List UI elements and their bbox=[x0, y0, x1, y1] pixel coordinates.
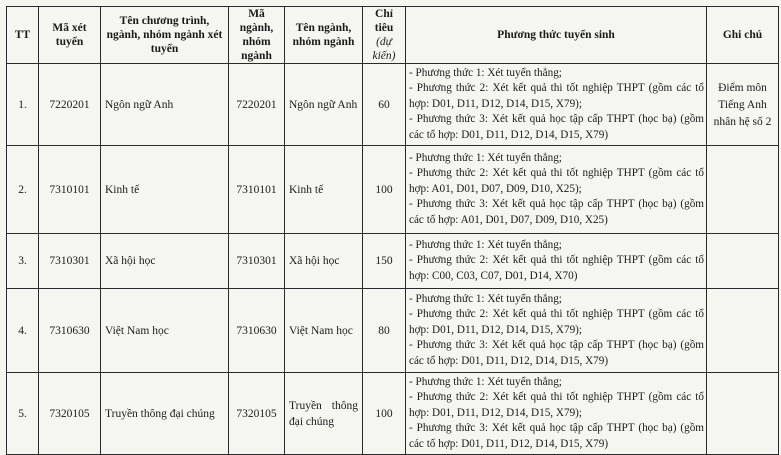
cell-note bbox=[707, 373, 779, 455]
cell-quota: 100 bbox=[363, 146, 406, 234]
method-line: - Phương thức 1: Xét tuyển thẳng; bbox=[409, 66, 562, 79]
cell-program-name: Ngôn ngữ Anh bbox=[101, 64, 229, 146]
table-row bbox=[7, 373, 779, 455]
table-row bbox=[7, 146, 779, 234]
cell-major-code: 7220201 bbox=[229, 64, 285, 146]
cell-note bbox=[707, 289, 779, 373]
cell-program-code: 7310630 bbox=[39, 289, 101, 373]
method-line: - Phương thức 1: Xét tuyển thẳng; bbox=[409, 375, 562, 388]
cell-tt: 1. bbox=[7, 64, 39, 146]
cell-program-code: 7320105 bbox=[39, 373, 101, 455]
method-line: - Phương thức 2: Xét kết quả thi tốt nghiệp THPT (gồm các tổ hợp: A01, D01, D07, D09, D10, X25); bbox=[409, 167, 704, 195]
table-row bbox=[7, 234, 779, 289]
cell-note: Điểm môn Tiếng Anh nhân hệ số 2 bbox=[707, 64, 779, 146]
method-line: - Phương thức 1: Xét tuyển thẳng; bbox=[409, 151, 562, 164]
cell-program-code: 7310301 bbox=[39, 234, 101, 289]
cell-program-name: Kinh tế bbox=[101, 146, 229, 234]
cell-program-code: 7310101 bbox=[39, 146, 101, 234]
table-row bbox=[7, 289, 779, 373]
header-program-code: Mã xét tuyển bbox=[39, 7, 101, 64]
method-line: - Phương thức 1: Xét tuyển thẳng; bbox=[409, 292, 562, 305]
cell-major-name: Ngôn ngữ Anh bbox=[285, 64, 363, 146]
header-major-name: Tên ngành, nhóm ngành bbox=[285, 7, 363, 64]
cell-methods bbox=[406, 289, 707, 373]
cell-program-name: Truyền thông đại chúng bbox=[101, 373, 229, 455]
cell-note bbox=[707, 146, 779, 234]
cell-major-code: 7310301 bbox=[229, 234, 285, 289]
admission-table bbox=[6, 6, 779, 455]
cell-major-code: 7310630 bbox=[229, 289, 285, 373]
cell-tt: 2. bbox=[7, 146, 39, 234]
table-header-row bbox=[7, 7, 779, 64]
cell-note bbox=[707, 234, 779, 289]
method-line: - Phương thức 1: Xét tuyển thẳng; bbox=[409, 238, 562, 251]
header-tt: TT bbox=[7, 7, 39, 64]
cell-program-name: Xã hội học bbox=[101, 234, 229, 289]
cell-major-name: Truyền thông đại chúng bbox=[285, 373, 363, 455]
header-quota bbox=[363, 7, 406, 64]
cell-methods bbox=[406, 373, 707, 455]
method-line: - Phương thức 3: Xét kết quả học tập cấp THPT (học bạ) (gồm các tổ hợp: D01, D11, D12, D14, D15, X79) bbox=[409, 113, 704, 141]
cell-tt: 3. bbox=[7, 234, 39, 289]
method-line: - Phương thức 2: Xét kết quả thi tốt nghiệp THPT (gồm các tổ hợp: D01, D11, D12, D14, D15, X79); bbox=[409, 308, 704, 336]
cell-tt: 4. bbox=[7, 289, 39, 373]
header-methods: Phương thức tuyển sinh bbox=[406, 7, 707, 64]
cell-methods bbox=[406, 64, 707, 146]
cell-methods bbox=[406, 146, 707, 234]
cell-program-name: Việt Nam học bbox=[101, 289, 229, 373]
header-note: Ghi chú bbox=[707, 7, 779, 64]
method-line: - Phương thức 3: Xét kết quả học tập cấp THPT (học bạ) (gồm các tổ hợp: D01, D11, D12, D14, D15, X79) bbox=[409, 339, 704, 367]
cell-major-name: Việt Nam học bbox=[285, 289, 363, 373]
cell-major-name: Xã hội học bbox=[285, 234, 363, 289]
method-line: - Phương thức 2: Xét kết quả thi tốt nghiệp THPT (gồm các tổ hợp: C00, C03, C07, D01, D14, X70) bbox=[409, 254, 704, 282]
cell-program-code: 7220201 bbox=[39, 64, 101, 146]
cell-methods bbox=[406, 234, 707, 289]
cell-quota: 60 bbox=[363, 64, 406, 146]
header-major-code: Mã ngành, nhóm ngành bbox=[229, 7, 285, 64]
cell-quota: 80 bbox=[363, 289, 406, 373]
header-quota-note: (dự kiến) bbox=[372, 36, 396, 62]
cell-quota: 100 bbox=[363, 373, 406, 455]
cell-major-code: 7320105 bbox=[229, 373, 285, 455]
method-line: - Phương thức 2: Xét kết quả thi tốt nghiệp THPT (gồm các tổ hợp: D01, D11, D12, D14, D15, X79); bbox=[409, 391, 704, 419]
cell-quota: 150 bbox=[363, 234, 406, 289]
cell-major-code: 7310101 bbox=[229, 146, 285, 234]
method-line: - Phương thức 3: Xét kết quả học tập cấp THPT (học bạ) (gồm các tổ hợp: D01, D11, D12, D14, D15, X79) bbox=[409, 422, 704, 450]
cell-major-name: Kinh tế bbox=[285, 146, 363, 234]
method-line: - Phương thức 3: Xét kết quả học tập cấp THPT (học bạ) (gồm các tổ hợp: A01, D01, D07, D09, D10, X25) bbox=[409, 198, 704, 226]
header-quota-label: Chỉ tiêu bbox=[374, 8, 394, 34]
table-row bbox=[7, 64, 779, 146]
cell-tt: 5. bbox=[7, 373, 39, 455]
header-program-name: Tên chương trình, ngành, nhóm ngành xét tuyển bbox=[101, 7, 229, 64]
method-line: - Phương thức 2: Xét kết quả thi tốt nghiệp THPT (gồm các tổ hợp: D01, D11, D12, D14, D15, X79); bbox=[409, 82, 704, 110]
